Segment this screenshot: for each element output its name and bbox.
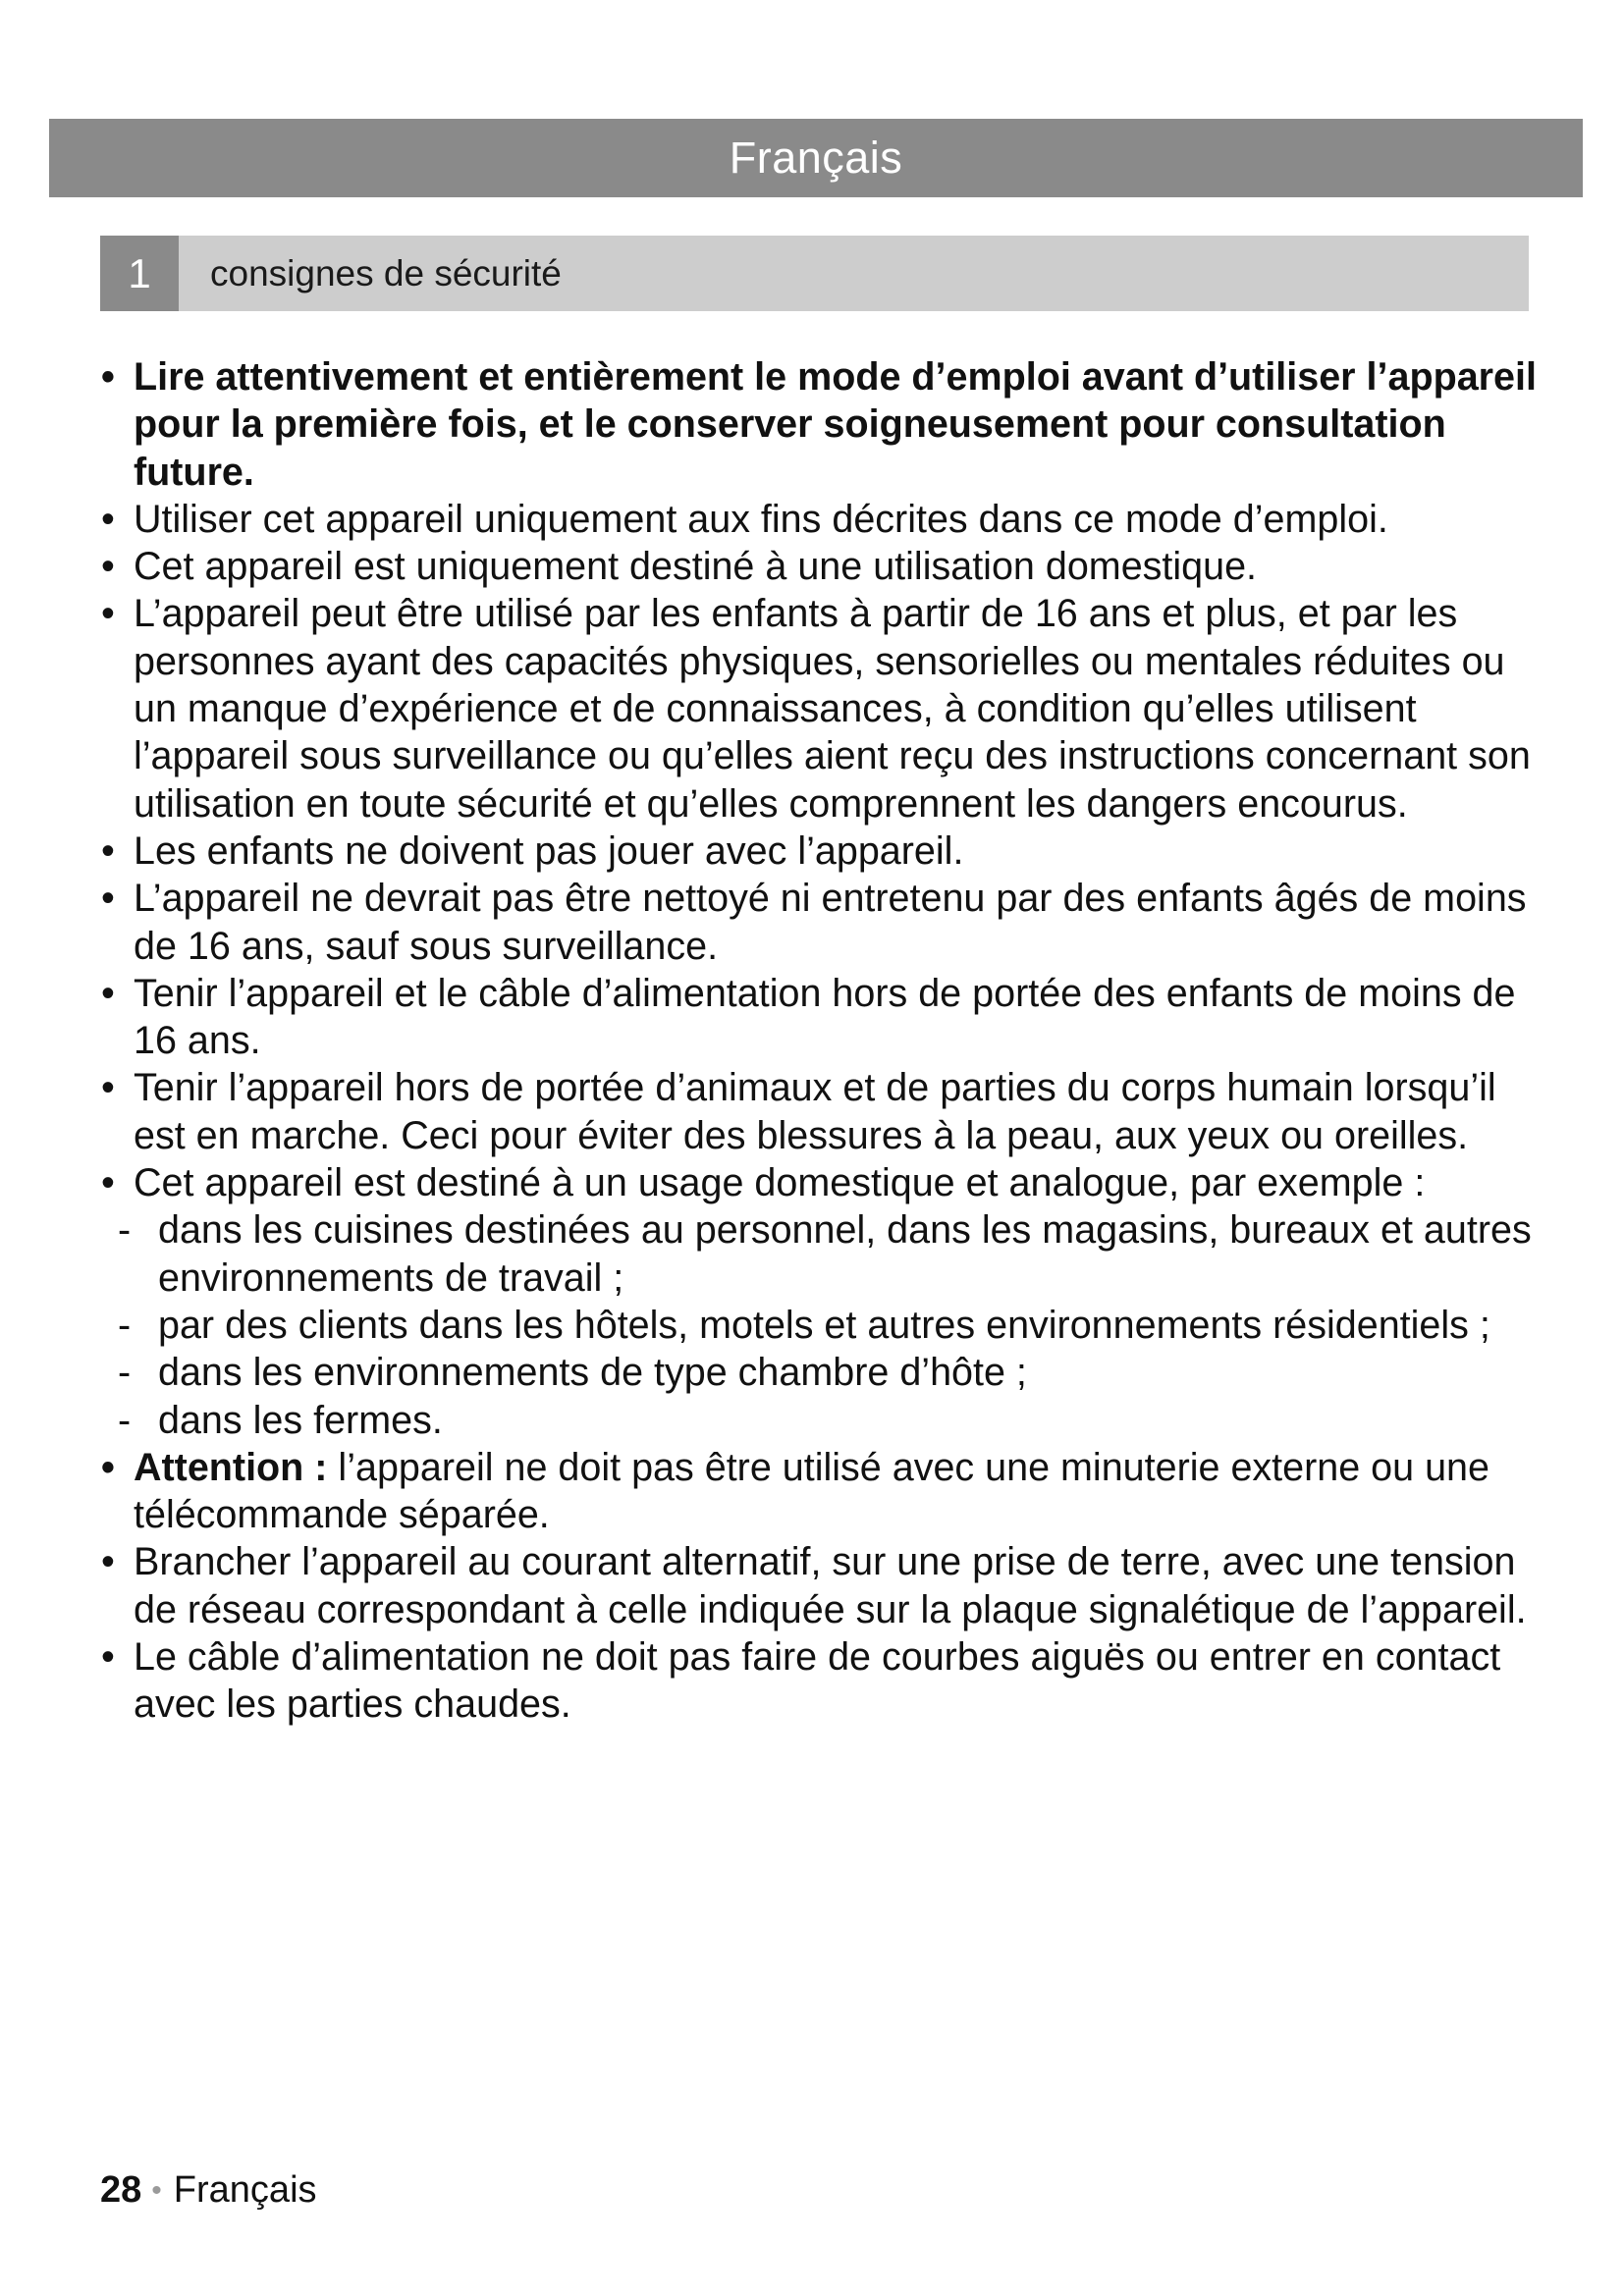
bullet-item — [101, 1064, 1544, 1159]
dash-icon: - — [118, 1208, 132, 1253]
bullet-item — [101, 353, 1544, 496]
bullet-icon: • — [101, 877, 115, 921]
bullet-item — [101, 496, 1544, 543]
bullet-icon: • — [101, 1066, 115, 1110]
bullet-item — [101, 970, 1544, 1065]
bullet-icon: • — [101, 1161, 115, 1205]
sub-list-item — [101, 1302, 1544, 1349]
bullet-text: Les enfants ne doivent pas jouer avec l’appareil. — [134, 828, 964, 873]
bullet-text: Cet appareil est destiné à un usage domestique et analogue, par exemple : — [134, 1161, 1426, 1205]
bullet-text: Lire attentivement et entièrement le mode d’emploi avant d’utiliser l’appareil pour la première fois, et le conserver soigneusement pour consultation future. — [134, 355, 1537, 494]
sub-list-text: par des clients dans les hôtels, motels et autres environnements résidentiels ; — [158, 1303, 1490, 1347]
bullet-icon: • — [101, 355, 115, 399]
dash-icon: - — [118, 1351, 132, 1395]
sub-list-item — [101, 1206, 1544, 1302]
bullet-item — [101, 590, 1544, 827]
bullet-icon: • — [101, 971, 115, 1015]
bullet-text: Le câble d’alimentation ne doit pas faire de courbes aiguës ou entrer en contact avec les parties chaudes. — [134, 1635, 1501, 1727]
bullet-item — [101, 828, 1544, 875]
bullet-icon: • — [101, 1540, 115, 1584]
bullet-icon: • — [101, 828, 115, 873]
sub-list-item — [101, 1397, 1544, 1444]
page-number: 28 — [100, 2169, 142, 2211]
footer-language: Français — [173, 2169, 317, 2211]
bullet-item — [101, 1159, 1544, 1206]
bullet-text: Utiliser cet appareil uniquement aux fins décrites dans ce mode d’emploi. — [134, 497, 1388, 541]
bullet-text: L’appareil ne devrait pas être nettoyé ni entretenu par des enfants âgés de moins de 16 ans, sauf sous surveillance. — [134, 877, 1527, 968]
sub-list-text: dans les cuisines destinées au personnel, dans les magasins, bureaux et autres environnements de travail ; — [158, 1208, 1532, 1300]
dash-icon: - — [118, 1303, 132, 1347]
bullet-text: Tenir l’appareil hors de portée d’animaux et de parties du corps humain lorsqu’il est en marche. Ceci pour éviter des blessures à la peau, aux yeux ou oreilles. — [134, 1066, 1496, 1157]
attention-label: Attention : — [134, 1445, 328, 1489]
section-number: 1 — [100, 236, 179, 311]
language-header-bar — [49, 119, 1583, 197]
safety-instructions — [101, 353, 1544, 1729]
bullet-text: l’appareil ne doit pas être utilisé avec une minuterie externe ou une télécommande séparée. — [134, 1445, 1489, 1537]
page-footer — [100, 2169, 317, 2212]
bullet-text: Brancher l’appareil au courant alternatif, sur une prise de terre, avec une tension de réseau correspondant à celle indiquée sur la plaque signalétique de l’appareil. — [134, 1540, 1527, 1631]
bullet-icon: • — [101, 1445, 115, 1489]
bullet-icon: • — [101, 1635, 115, 1680]
sub-list-item — [101, 1349, 1544, 1396]
bullet-item — [101, 1538, 1544, 1633]
bullet-icon: • — [101, 592, 115, 636]
bullet-icon: • — [101, 497, 115, 541]
bullet-text: L’appareil peut être utilisé par les enfants à partir de 16 ans et plus, et par les personnes ayant des capacités physiques, sensorielles ou mentales réduites ou un manque d’expérience et de connaissances, à condition qu’elles utilisent l’appareil sous surveillance ou qu’elles aient reçu des instructions concernant son utilisation en toute sécurité et qu’elles comprennent les dangers encourus. — [134, 592, 1531, 826]
bullet-item — [101, 875, 1544, 970]
footer-separator: • — [151, 2173, 162, 2207]
bullet-item — [101, 1633, 1544, 1729]
sub-list-text: dans les fermes. — [158, 1398, 443, 1442]
section-title: consignes de sécurité — [210, 252, 562, 294]
dash-icon: - — [118, 1398, 132, 1442]
bullet-item — [101, 543, 1544, 590]
section-header — [100, 236, 1529, 311]
sub-list-text: dans les environnements de type chambre d’hôte ; — [158, 1351, 1027, 1395]
bullet-text: Cet appareil est uniquement destiné à une utilisation domestique. — [134, 545, 1258, 589]
bullet-item — [101, 1444, 1544, 1539]
language-header-title: Français — [729, 133, 903, 183]
bullet-text: Tenir l’appareil et le câble d’alimentation hors de portée des enfants de moins de 16 ans. — [134, 971, 1516, 1063]
bullet-icon: • — [101, 545, 115, 589]
